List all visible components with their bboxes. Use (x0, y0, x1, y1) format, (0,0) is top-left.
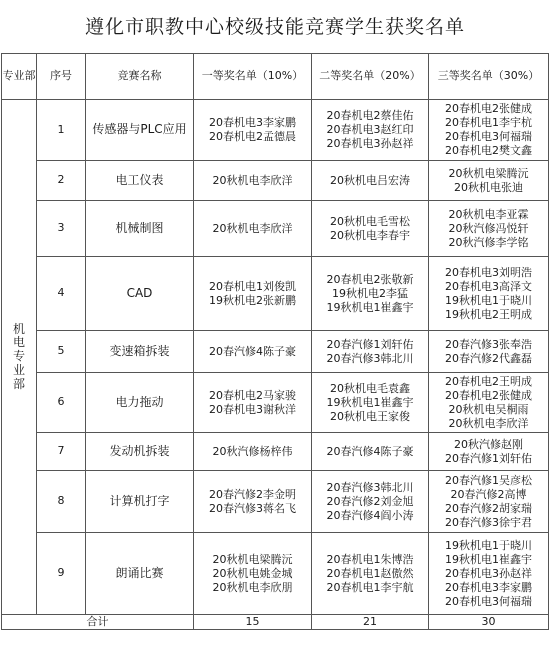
winner-name: 19秋机电1于晓川 (445, 293, 532, 307)
total-third-count: 30 (429, 615, 549, 630)
third-prize-cell (429, 471, 549, 533)
winner-name: 20春汽修4阎小涛 (326, 508, 414, 522)
award-table (1, 53, 549, 630)
winner-name: 20春机电2王明成 (445, 374, 532, 388)
table-row (2, 161, 549, 201)
second-prize-cell (312, 161, 429, 201)
winner-name: 20春汽修4陈子豪 (209, 344, 296, 358)
winner-name: 20春机电1刘俊凯 (209, 279, 296, 293)
winner-name: 20春机电3高泽文 (445, 279, 532, 293)
winner-name: 20春机电3李家鹏 (445, 580, 532, 594)
table-row (2, 201, 549, 257)
winner-name: 20春汽修1吴彦松 (445, 473, 532, 487)
contest-name-cell: 朗诵比赛 (86, 533, 194, 615)
winner-name: 20春汽修1刘轩佑 (445, 451, 532, 465)
winner-name: 20秋机电姚金城 (212, 566, 293, 580)
first-prize-cell (194, 257, 312, 331)
winner-name: 20春机电1朱博浩 (326, 552, 414, 566)
third-prize-cell (429, 257, 549, 331)
total-row (2, 615, 549, 630)
second-prize-cell (312, 373, 429, 433)
department-cell (2, 100, 37, 615)
third-prize-cell (429, 373, 549, 433)
first-prize-cell (194, 373, 312, 433)
winner-name: 20秋机电张迪 (454, 180, 523, 194)
winner-name: 20秋机电李亚霖 (448, 207, 529, 221)
winner-name: 20春机电3赵红印 (326, 123, 414, 136)
first-prize-cell (194, 161, 312, 201)
winner-name: 20春机电3何福瑞 (445, 130, 532, 143)
winner-name: 20秋汽修杨梓伟 (212, 444, 293, 458)
winner-name: 19秋机电2王明成 (445, 307, 532, 321)
winner-name: 20春汽修2代鑫磊 (445, 351, 532, 365)
table-row (2, 471, 549, 533)
winner-name: 20春机电2樊文鑫 (445, 144, 532, 157)
award-table-body (2, 100, 549, 630)
table-row (2, 533, 549, 615)
header-seq: 序号 (37, 54, 86, 100)
contest-name-cell: 计算机打字 (86, 471, 194, 533)
table-row (2, 257, 549, 331)
seq-cell: 3 (37, 201, 86, 257)
third-prize-cell (429, 201, 549, 257)
winner-name: 20春汽修2李金明 (209, 487, 296, 501)
winner-name: 20春机电2马家骏 (209, 388, 296, 402)
seq-cell: 4 (37, 257, 86, 331)
page-title: 遵化市职教中心校级技能竞赛学生获奖名单 (84, 15, 465, 38)
winner-name: 19秋机电2李猛 (332, 286, 408, 300)
contest-name-cell: 电力拖动 (86, 373, 194, 433)
seq-cell: 2 (37, 161, 86, 201)
winner-name: 20秋机电毛雪松 (330, 214, 410, 228)
contest-name-cell: 变速箱拆装 (86, 331, 194, 373)
winner-name: 20春汽修2高博 (450, 487, 527, 501)
winner-name: 20春机电3孙赵祥 (326, 137, 414, 150)
third-prize-cell (429, 331, 549, 373)
winner-name: 20秋机电梁腾沅 (448, 166, 529, 180)
winner-name: 20秋机电李欣洋 (212, 173, 293, 187)
winner-name: 20秋汽修冯悦轩 (448, 221, 529, 235)
winner-name: 20春汽修3张奉浩 (445, 337, 532, 351)
winner-name: 20秋机电王家俊 (330, 409, 410, 423)
winner-name: 20春机电2蔡佳佑 (326, 109, 414, 122)
third-prize-cell (429, 100, 549, 161)
header-dept: 专业部 (2, 54, 37, 100)
total-label: 合计 (2, 615, 194, 630)
header-second-prize: 二等奖名单（20%） (312, 54, 429, 100)
winner-name: 19秋机电1崔鑫宇 (445, 552, 532, 566)
header-contest: 竞赛名称 (86, 54, 194, 100)
winner-name: 20春机电2孟德晨 (209, 130, 296, 143)
winner-name: 20春机电3李家鹏 (209, 116, 296, 129)
winner-name: 20春汽修2胡家瑞 (445, 501, 532, 515)
contest-name-cell: 机械制图 (86, 201, 194, 257)
header-third-prize: 三等奖名单（30%） (429, 54, 549, 100)
contest-name-cell: 发动机拆装 (86, 433, 194, 471)
seq-cell: 6 (37, 373, 86, 433)
winner-name: 20春机电3何福瑞 (445, 594, 532, 608)
second-prize-cell (312, 433, 429, 471)
total-second-count: 21 (312, 615, 429, 630)
winner-name: 20秋机电吕宏涛 (330, 173, 410, 187)
seq-cell: 8 (37, 471, 86, 533)
winner-name: 20秋汽修赵刚 (454, 437, 523, 451)
total-first-count: 15 (194, 615, 312, 630)
seq-cell: 5 (37, 331, 86, 373)
winner-name: 20春机电2张敬新 (326, 272, 414, 286)
winner-name: 20春汽修3韩北川 (326, 480, 414, 494)
first-prize-cell (194, 433, 312, 471)
table-row (2, 433, 549, 471)
third-prize-cell (429, 161, 549, 201)
winner-name: 20春机电1李宇航 (326, 580, 414, 594)
table-row (2, 331, 549, 373)
first-prize-cell (194, 471, 312, 533)
winner-name: 20秋机电李欣洋 (212, 221, 293, 235)
winner-name: 19秋机电1崔鑫宇 (326, 300, 414, 314)
winner-name: 19秋机电1于晓川 (445, 538, 532, 552)
winner-name: 20春机电3谢秋洋 (209, 402, 296, 416)
seq-cell: 7 (37, 433, 86, 471)
first-prize-cell (194, 201, 312, 257)
table-row (2, 100, 549, 161)
winner-name: 20春汽修3徐宇君 (445, 515, 532, 529)
winner-name: 20春机电2张健成 (445, 388, 532, 402)
winner-name: 19秋机电2张新鹏 (209, 293, 296, 307)
winner-name: 20春机电2张健成 (445, 102, 532, 115)
header-first-prize: 一等奖名单（10%） (194, 54, 312, 100)
first-prize-cell (194, 533, 312, 615)
winner-name: 19秋机电1崔鑫宇 (326, 395, 414, 409)
first-prize-cell (194, 100, 312, 161)
second-prize-cell (312, 331, 429, 373)
second-prize-cell (312, 471, 429, 533)
table-row (2, 373, 549, 433)
winner-name: 20春汽修3韩北川 (326, 351, 414, 365)
winner-name: 20秋机电李欣洋 (448, 416, 529, 430)
winner-name: 20春机电1李宇杭 (445, 116, 532, 129)
second-prize-cell (312, 100, 429, 161)
winner-name: 20春机电1赵傲然 (326, 566, 414, 580)
first-prize-cell (194, 331, 312, 373)
third-prize-cell (429, 533, 549, 615)
winner-name: 20秋机电毛袁鑫 (330, 381, 410, 395)
seq-cell: 9 (37, 533, 86, 615)
third-prize-cell (429, 433, 549, 471)
contest-name-cell: 传感器与PLC应用 (86, 100, 194, 161)
winner-name: 20春汽修2刘金旭 (326, 494, 414, 508)
contest-name-cell: 电工仪表 (86, 161, 194, 201)
winner-name: 20秋汽修李学铭 (448, 235, 529, 249)
winner-name: 20秋机电李欣朋 (212, 580, 293, 594)
department-label: 机电专业部 (12, 321, 25, 391)
second-prize-cell (312, 257, 429, 331)
winner-name: 20春机电3刘明浩 (445, 265, 532, 279)
header-row (2, 54, 549, 100)
winner-name: 20春汽修3蒋名飞 (209, 501, 296, 515)
winner-name: 20秋机电梁腾沅 (212, 552, 293, 566)
winner-name: 20春汽修4陈子豪 (326, 444, 414, 458)
winner-name: 20春机电3孙赵祥 (445, 566, 532, 580)
second-prize-cell (312, 533, 429, 615)
winner-name: 20秋机电李春宇 (330, 228, 410, 242)
winner-name: 20春汽修1刘轩佑 (326, 337, 414, 351)
seq-cell: 1 (37, 100, 86, 161)
winner-name: 20秋机电吴桐雨 (448, 402, 529, 416)
contest-name-cell: CAD (86, 257, 194, 331)
second-prize-cell (312, 201, 429, 257)
